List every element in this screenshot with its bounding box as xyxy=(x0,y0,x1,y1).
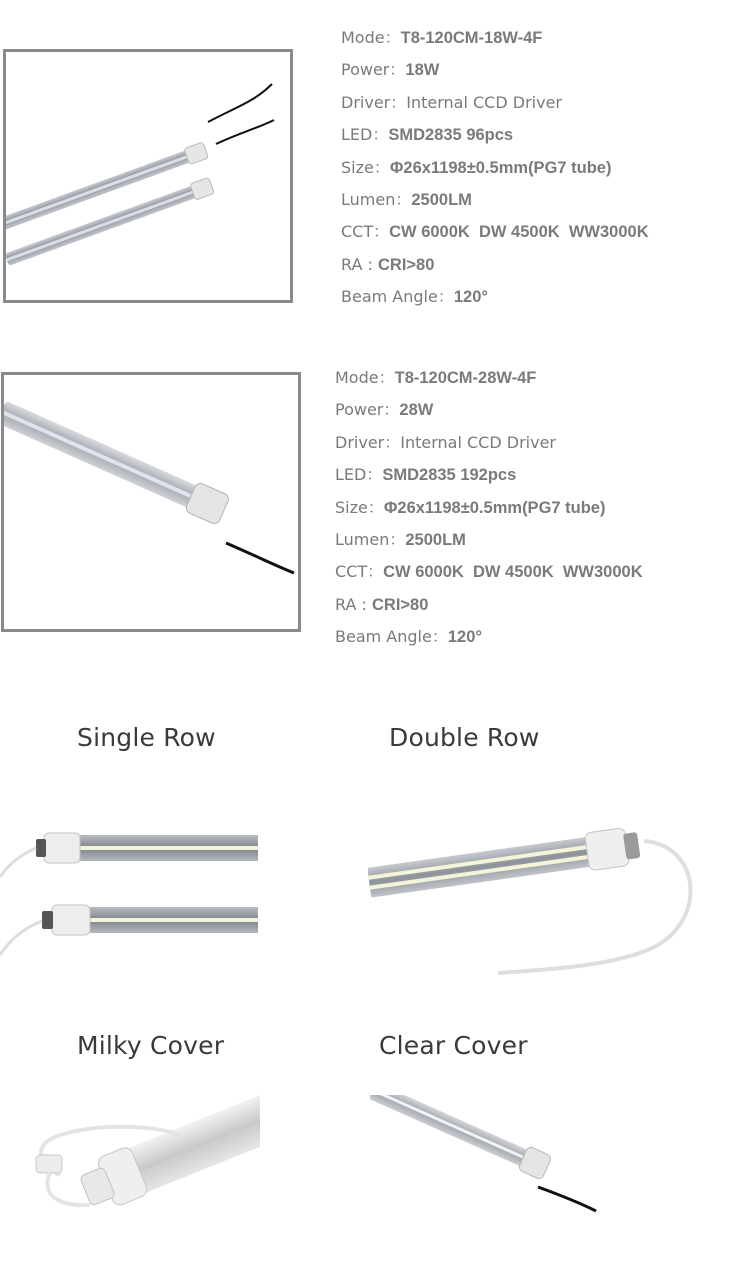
caption-clear-cover: Clear Cover xyxy=(379,1031,528,1060)
milky-cover-tube-photo xyxy=(20,1095,260,1225)
spec-power: Power：28W xyxy=(335,400,434,420)
spec-cct: CCT：CW 6000K DW 4500K WW3000K xyxy=(335,562,643,582)
spec-mode: Mode：T8-120CM-18W-4F xyxy=(341,28,543,47)
product-2-spec-list xyxy=(335,362,643,654)
spec-ra: RA : CRI>80 xyxy=(341,254,435,274)
spec-driver: Driver：Internal CCD Driver xyxy=(335,432,556,452)
spec-size: Size：Φ26x1198±0.5mm(PG7 tube) xyxy=(335,497,606,517)
spec-power: Power：18W xyxy=(341,60,440,80)
spec-lumen: Lumen：2500LM xyxy=(335,529,466,549)
product-1-spec-list xyxy=(341,22,649,314)
product-2-photo-frame xyxy=(1,372,301,632)
product-1-tube-photo xyxy=(6,52,290,300)
product-1-photo-frame xyxy=(3,49,293,303)
spec-mode: Mode：T8-120CM-28W-4F xyxy=(335,368,537,387)
product-2-tube-photo xyxy=(4,375,298,629)
caption-double-row: Double Row xyxy=(389,723,540,752)
spec-driver: Driver：Internal CCD Driver xyxy=(341,92,562,112)
double-row-tube-photo xyxy=(368,805,708,980)
spec-led: LED：SMD2835 96pcs xyxy=(341,125,514,145)
spec-beam-angle: Beam Angle：120° xyxy=(335,627,482,647)
spec-beam-angle: Beam Angle：120° xyxy=(341,287,488,307)
spec-led: LED：SMD2835 192pcs xyxy=(335,465,517,485)
clear-cover-tube-photo xyxy=(370,1095,610,1225)
spec-lumen: Lumen：2500LM xyxy=(341,189,472,209)
caption-milky-cover: Milky Cover xyxy=(77,1031,225,1060)
single-row-tube-photo xyxy=(0,815,260,965)
caption-single-row: Single Row xyxy=(77,723,216,752)
spec-size: Size：Φ26x1198±0.5mm(PG7 tube) xyxy=(341,157,612,177)
spec-cct: CCT：CW 6000K DW 4500K WW3000K xyxy=(341,222,649,242)
spec-ra: RA : CRI>80 xyxy=(335,594,429,614)
